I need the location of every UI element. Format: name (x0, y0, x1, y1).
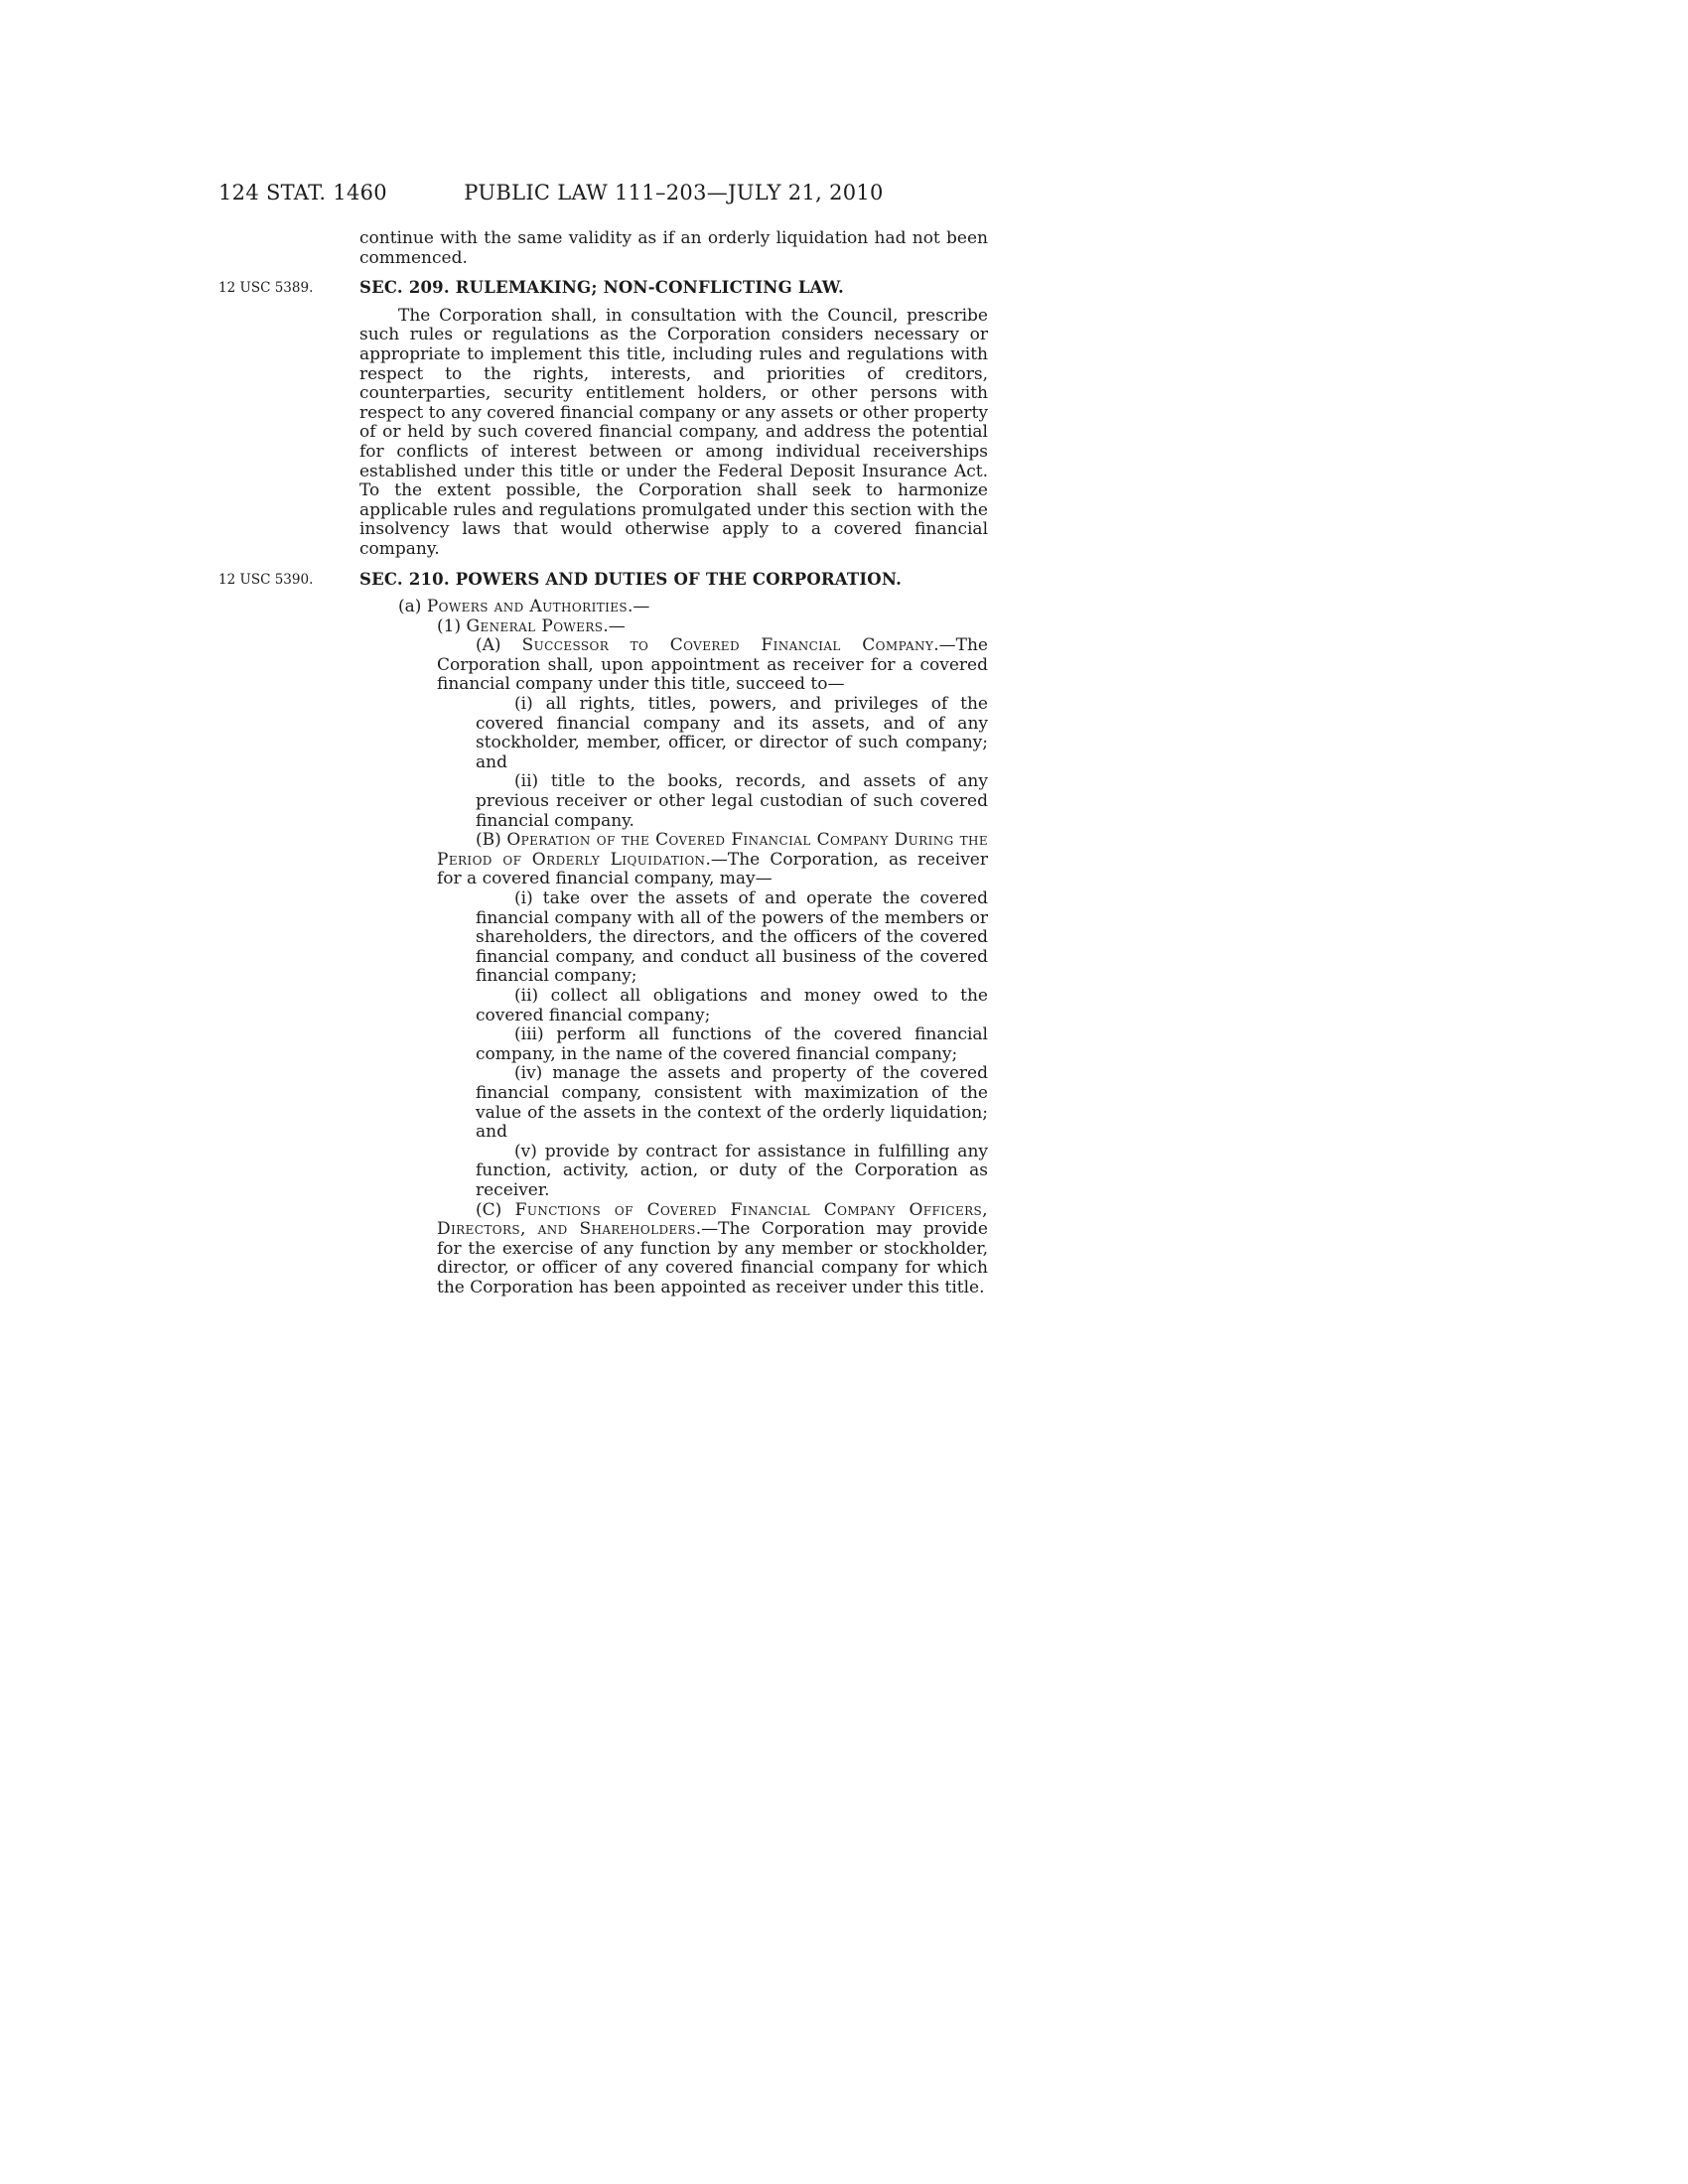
text-run: (1) (437, 615, 467, 636)
text-run: .— (628, 597, 650, 617)
text-run: (a) (398, 597, 427, 617)
paragraph-row (359, 831, 988, 889)
statute-paragraph (359, 307, 988, 560)
statute-paragraph (476, 772, 988, 831)
statute-paragraph (476, 889, 988, 987)
text-run: (A) (476, 635, 522, 656)
statute-body (218, 228, 988, 1297)
paragraph-row (359, 1064, 988, 1142)
text-run: The Corporation shall, in consultation with the Council, prescribe such rules or regulations as the Corporation considers necessary or appropriate to implement this title, including rules and regulations with respect to the rights, interests, and priorities of creditors, counterparties, security entitlement holders, or other persons with respect to any covered financial company or any assets or other property of or held by such covered financial company, and address the potential for conflicts of interest between or among individual receiverships established under this title or under the Federal Deposit Insurance Act. To the extent possible, the Corporation shall seek to harmonize applicable rules and regulations promulgated under this section with the insolvency laws that would otherwise apply to a covered financial company. (359, 305, 988, 559)
section-heading (359, 560, 988, 599)
text-run: (iv) manage the assets and property of the covered financial company, consistent with maximization of the value of the assets in the context of the orderly liquidation; and (476, 1063, 988, 1143)
paragraph-row (359, 617, 988, 637)
statute-paragraph (476, 987, 988, 1025)
small-caps-text: Powers and Authorities (426, 597, 629, 617)
small-caps-text: Successor to Covered Financial Company (521, 635, 934, 656)
stat-page-number: 124 STAT. 1460 (218, 181, 387, 205)
text-run: (v) provide by contract for assistance in fulfilling any function, activity, action, or duty of the Corporation as receiver. (476, 1141, 988, 1200)
text-run: (i) take over the assets of and operate the covered financial company with all of the powers of the members or shareholders, the directors, and the officers of the covered financial company, and conduct all business of the covered financial company; (476, 888, 988, 987)
text-run: (iii) perform all functions of the covered financial company, in the name of the covered financial company; (476, 1024, 988, 1064)
section-heading (359, 268, 988, 307)
text-run: SEC. 210. POWERS AND DUTIES OF THE CORPORATION. (359, 569, 903, 589)
statute-paragraph (359, 229, 988, 268)
text-run: SEC. 209. RULEMAKING; NON-CONFLICTING LAW. (359, 278, 844, 298)
text-run: .— (603, 615, 626, 636)
statute-paragraph (476, 695, 988, 772)
paragraph-row (359, 889, 988, 987)
text-run: .—The Corporation, as receiver for a covered financial company, may— (437, 849, 988, 889)
text-run: (ii) collect all obligations and money owed to the covered financial company; (476, 985, 988, 1025)
statute-paragraph (476, 1025, 988, 1064)
small-caps-text: General Powers (466, 615, 604, 636)
public-law-running-head: PUBLIC LAW 111–203—JULY 21, 2010 (464, 181, 884, 205)
statute-paragraph (437, 636, 988, 695)
text-run: (C) (476, 1199, 515, 1220)
statute-paragraph (359, 598, 988, 617)
paragraph-row (359, 598, 988, 617)
paragraph-row (359, 772, 988, 831)
section-heading-row (218, 268, 988, 307)
paragraph-row (359, 695, 988, 772)
running-header (0, 180, 1688, 209)
small-caps-text: Functions of Covered Financial Company Officers, Directors, and Shareholders (437, 1199, 988, 1240)
small-caps-text: Operation of the Covered Financial Company During the Period of Orderly Liquidation (437, 830, 988, 870)
paragraph-row (359, 307, 988, 560)
paragraph-row (359, 229, 988, 268)
text-run: .—The Corporation may provide for the exercise of any function by any member or stockholder, director, or officer of any covered financial company for which the Corporation has been appointed as receiver under this title. (437, 1219, 988, 1297)
us-code-margin-note: 12 USC 5389. (218, 280, 314, 297)
text-run: continue with the same validity as if an orderly liquidation had not been commenced. (359, 228, 988, 268)
statute-paragraph (437, 831, 988, 889)
us-code-margin-note: 12 USC 5390. (218, 571, 314, 588)
text-run: (B) (476, 830, 507, 851)
paragraph-row (359, 1143, 988, 1201)
statute-paragraph (359, 617, 988, 637)
text-run: (i) all rights, titles, powers, and privileges of the covered financial company and its assets, and of any stockholder, member, officer, or director of such company; and (476, 694, 988, 772)
paragraph-row (359, 1025, 988, 1064)
paragraph-row (359, 636, 988, 695)
statute-paragraph (476, 1143, 988, 1201)
text-run: .—The Corporation shall, upon appointment as receiver for a covered financial company under this title, succeed to— (437, 635, 988, 695)
paragraph-row (359, 987, 988, 1025)
statute-paragraph (437, 1201, 988, 1298)
paragraph-row (359, 1201, 988, 1298)
section-heading-row (218, 560, 988, 599)
statute-paragraph (476, 1064, 988, 1142)
text-run: (ii) title to the books, records, and assets of any previous receiver or other legal custodian of such covered financial company. (476, 771, 988, 831)
